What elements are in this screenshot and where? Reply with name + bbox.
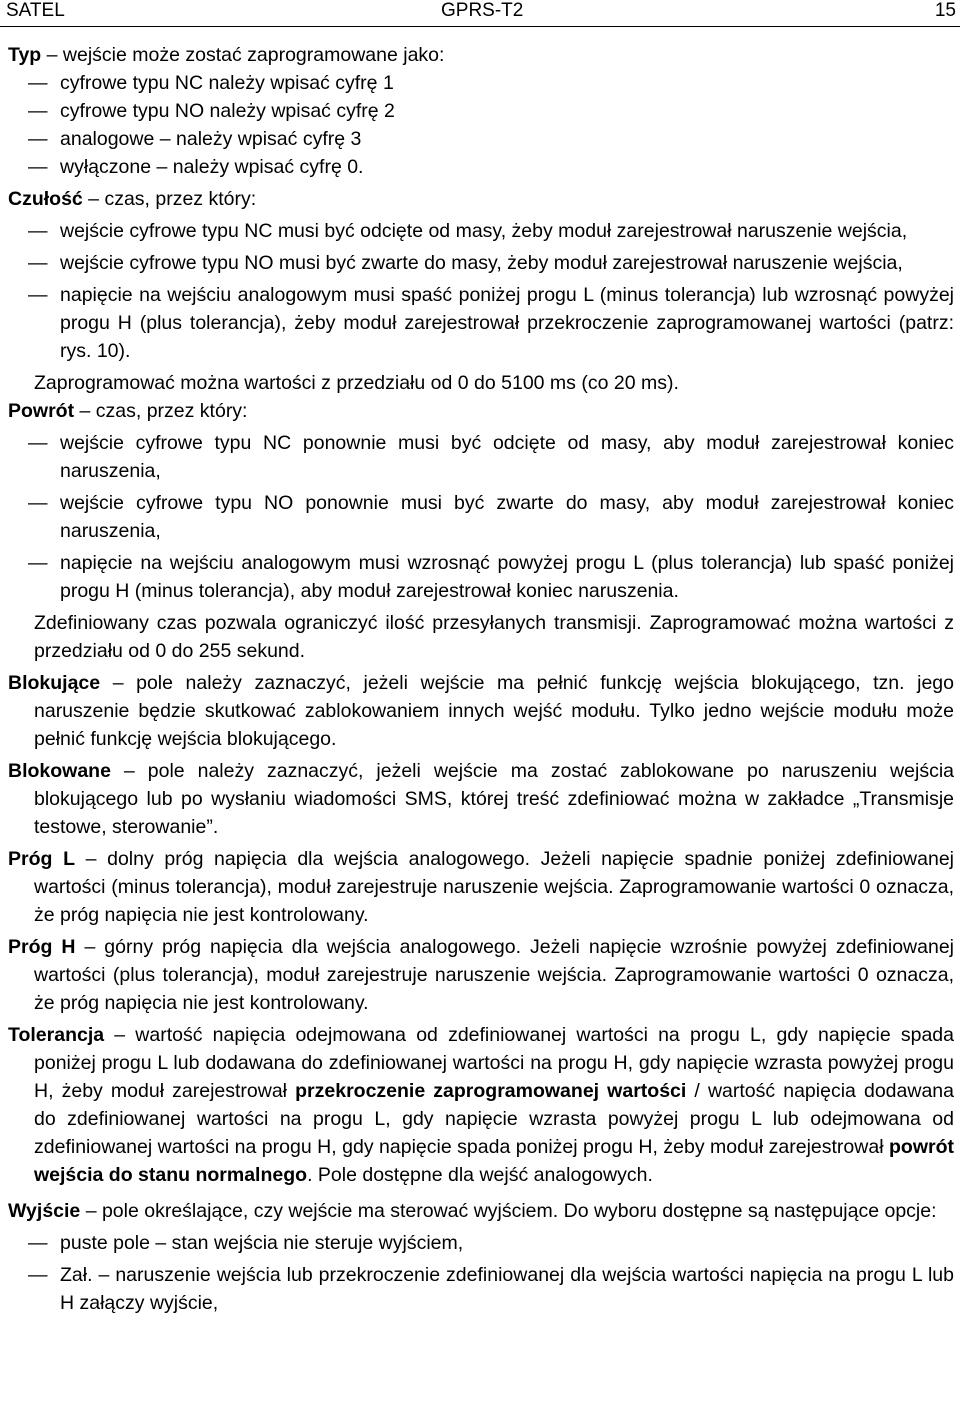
header-product: GPRS-T2 [441,0,524,21]
czulosc-paragraph [8,185,954,213]
prog-h-text: – górny próg napięcia dla wejścia analogowego. Jeżeli napięcie wzrośnie powyżej zdefiniowanej wartości (plus tolerancja), moduł zarejestruje naruszenie wejścia. Zaprogramowanie wartości 0 oznacza, że próg napięcia nie jest kontrolowany. [34,936,954,1014]
tolerancja-text-3: . Pole dostępne dla wejść analogowych. [307,1164,653,1186]
list-item: — Zał. – naruszenie wejścia lub przekroczenie zdefiniowanej dla wejścia wartości napięcia na progu L lub H załączy wyjście, [0,1261,954,1317]
czulosc-term: Czułość [8,188,83,210]
wyjscie-paragraph [8,1197,954,1225]
tolerancja-text-1: – wartość napięcia odejmowana od zdefiniowanej wartości na progu L, gdy napięcie spada poniżej progu L lub dodawana do zdefiniowanej wartości na progu H, gdy napięcie wzrasta powyżej progu H, żeby moduł zarejestrował [34,1024,954,1102]
blokujace-paragraph [8,669,954,753]
list-item: — wejście cyfrowe typu NC musi być odcięte od masy, żeby moduł zarejestrował naruszenie wejścia, [0,217,954,245]
header-brand: SATEL [6,0,65,21]
tolerancja-term: Tolerancja [8,1024,105,1046]
page-number: 15 [934,0,956,21]
tolerancja-bold-2: powrót wejścia do stanu normalnego [34,1136,954,1186]
blokujace-term: Blokujące [8,672,101,694]
tolerancja-bold-1: przekroczenie zaprogramowanej wartości [295,1080,687,1102]
list-item: — wejście cyfrowe typu NO ponownie musi być zwarte do masy, aby moduł zarejestrował koniec naruszenia, [0,489,954,545]
blokujace-text: – pole należy zaznaczyć, jeżeli wejście ma pełnić funkcję wejścia blokującego, tzn. jego naruszenie będzie skutkować zablokowaniem innych wejść modułu. Tylko jedno wejście modułu może pełnić funkcję wejścia blokującego. [34,672,954,750]
prog-l-term: Próg L [8,848,75,870]
list-item: — cyfrowe typu NO należy wpisać cyfrę 2 [0,97,954,125]
typ-term: Typ [8,44,42,66]
list-item: — napięcie na wejściu analogowym musi spaść poniżej progu L (minus tolerancja) lub wzrosnąć powyżej progu H (plus tolerancja), żeby moduł zarejestrował przekroczenie zaprogramowanej wartości (patrz: rys. 10). [0,281,954,365]
blokowane-text: – pole należy zaznaczyć, jeżeli wejście ma zostać zablokowane po naruszeniu wejścia blokującego lub po wysłaniu wiadomości SMS, której treść zdefiniować można w zakładce „Transmisje testowe, sterowanie”. [34,760,954,838]
prog-h-paragraph [8,933,954,1017]
page-content [0,41,960,1317]
typ-text: – wejście może zostać zaprogramowane jako: [41,44,445,66]
czulosc-note: Zaprogramować można wartości z przedziału od 0 do 5100 ms (co 20 ms). [34,372,679,394]
powrot-paragraph [8,397,954,425]
tolerancja-text-2: / wartość napięcia dodawana do zdefiniowanej wartości na progu L, gdy napięcie wzrasta powyżej progu L lub odejmowana od zdefiniowanej wartości na progu H, gdy napięcie spada poniżej progu H, żeby moduł zarejestrował [34,1080,954,1158]
wyjscie-list [0,1229,960,1317]
list-item: — cyfrowe typu NC należy wpisać cyfrę 1 [0,69,954,97]
typ-list [0,69,960,181]
prog-l-text: – dolny próg napięcia dla wejścia analogowego. Jeżeli napięcie spadnie poniżej zdefiniowanej wartości (minus tolerancja), moduł zarejestruje naruszenie wejścia. Zaprogramowanie wartości 0 oznacza, że próg napięcia nie jest kontrolowany. [34,848,955,926]
typ-paragraph [8,41,954,69]
prog-l-paragraph [8,845,954,929]
list-item: — wejście cyfrowe typu NC ponownie musi być odcięte od masy, aby moduł zarejestrował koniec naruszenia, [0,429,954,485]
blokowane-term: Blokowane [8,760,111,782]
czulosc-text: – czas, przez który: [82,188,257,210]
powrot-text: – czas, przez który: [74,400,248,422]
powrot-list [0,429,960,605]
list-item: — napięcie na wejściu analogowym musi wzrosnąć powyżej progu L (plus tolerancja) lub spaść poniżej progu H (minus tolerancja), aby moduł zarejestrował koniec naruszenia. [0,549,954,605]
powrot-note: Zdefiniowany czas pozwala ograniczyć ilość przesyłanych transmisji. Zaprogramować można wartości z przedziału od 0 do 255 sekund. [34,612,954,662]
czulosc-list [0,217,960,365]
powrot-term: Powrót [8,400,75,422]
list-item: — wyłączone – należy wpisać cyfrę 0. [0,153,954,181]
tolerancja-paragraph [8,1021,954,1189]
list-item: — puste pole – stan wejścia nie steruje wyjściem, [0,1229,954,1257]
list-item: — wejście cyfrowe typu NO musi być zwarte do masy, żeby moduł zarejestrował naruszenie wejścia, [0,249,954,277]
blokowane-paragraph [8,757,954,841]
wyjscie-text: – pole określające, czy wejście ma sterować wyjściem. Do wyboru dostępne są następujące opcje: [80,1200,937,1222]
page-header [0,0,960,27]
list-item: — analogowe – należy wpisać cyfrę 3 [0,125,954,153]
wyjscie-term: Wyjście [8,1200,81,1222]
prog-h-term: Próg H [8,936,76,958]
